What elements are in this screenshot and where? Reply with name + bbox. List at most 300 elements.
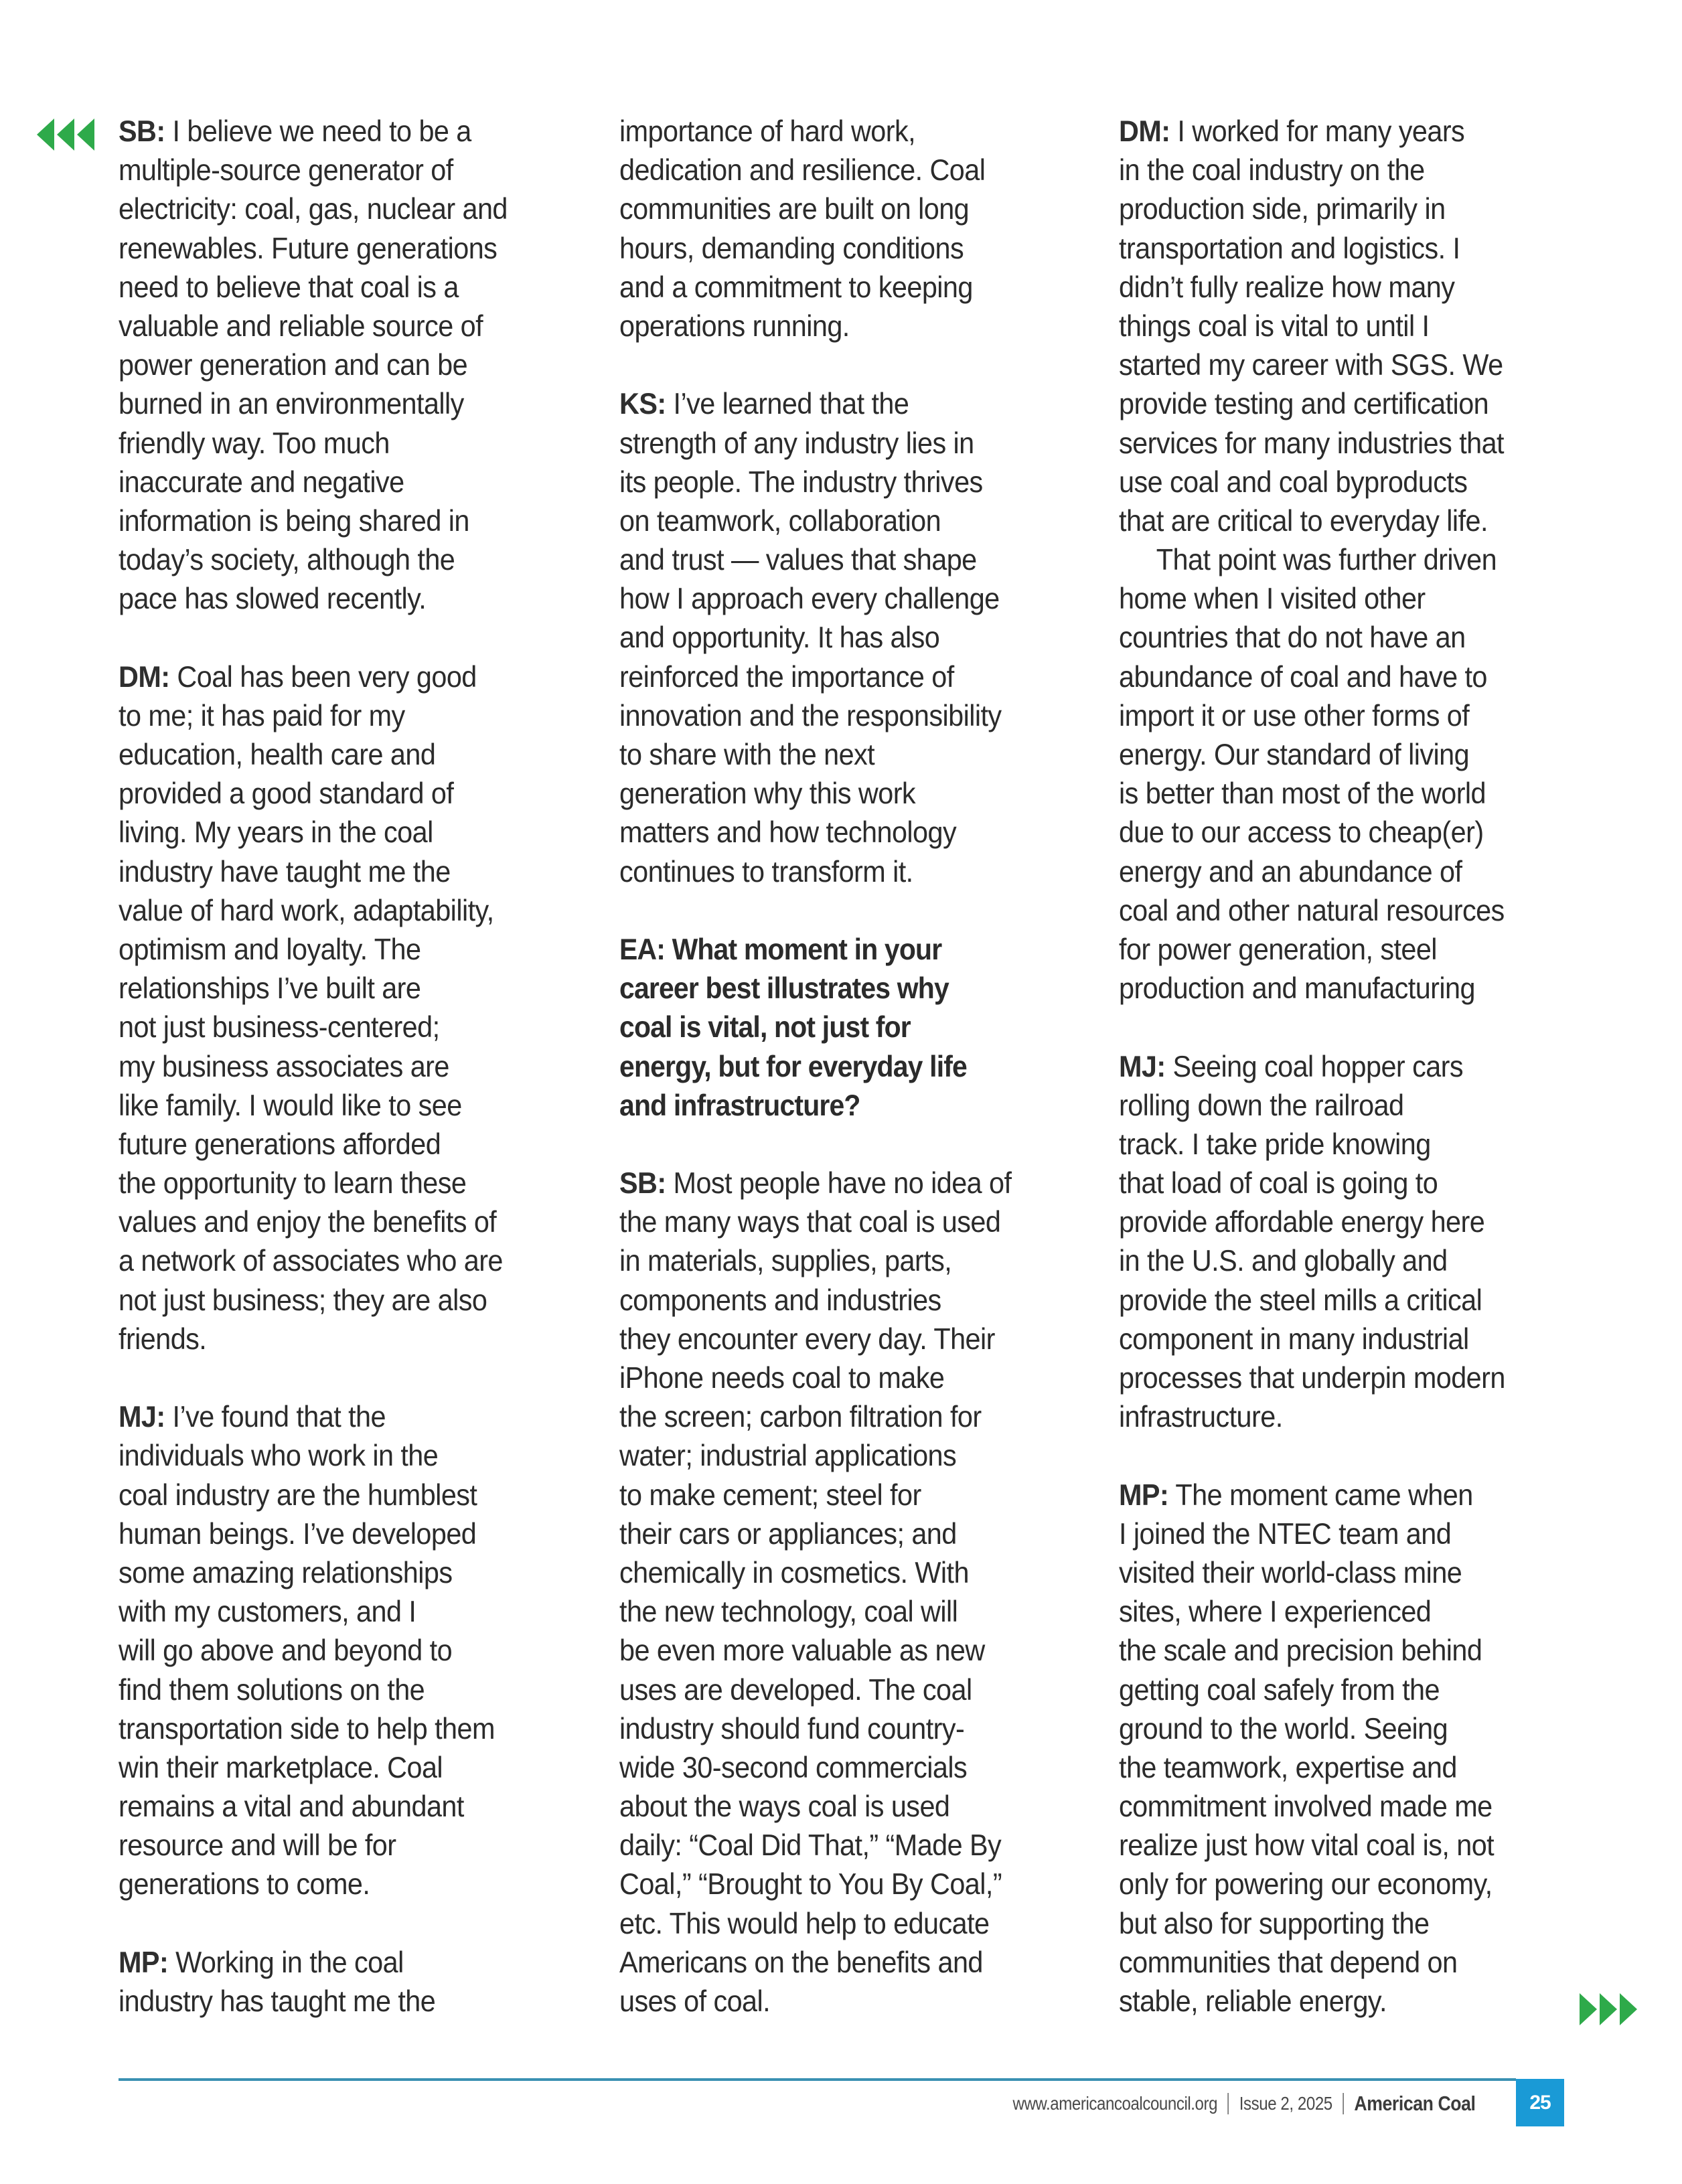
text-line: for power generation, steel xyxy=(1119,933,1437,966)
line-text: win their marketplace. Coal xyxy=(119,1751,443,1784)
text-line xyxy=(619,1788,1055,1826)
text-line xyxy=(1119,502,1555,541)
text-line xyxy=(619,813,1055,852)
speaker-initials: MP: xyxy=(119,1946,169,1979)
line-text: valuable and reliable source of xyxy=(119,309,483,343)
text-line xyxy=(1119,151,1555,190)
line-text: innovation and the responsibility xyxy=(619,699,1002,732)
line-text: that are critical to everyday life. xyxy=(1119,504,1488,538)
line-text: commitment involved made me xyxy=(1119,1790,1493,1824)
interview-answer xyxy=(619,112,1088,346)
text-line: coal and other natural resources xyxy=(1119,894,1505,927)
text-line xyxy=(119,307,554,346)
text-line xyxy=(619,1281,1055,1320)
text-line xyxy=(1119,1944,1555,1982)
line-text: not just business-centered; xyxy=(119,1011,440,1044)
line-text: burned in an environmentally xyxy=(119,388,464,421)
text-line xyxy=(119,1671,554,1710)
text-line xyxy=(119,853,554,892)
line-text: visited their world-class mine xyxy=(1119,1556,1462,1589)
text-line xyxy=(619,1944,1055,1982)
interview-answer xyxy=(1119,1476,1588,2022)
line-text: Working in the coal xyxy=(168,1946,404,1979)
text-line xyxy=(119,1593,554,1632)
text-line xyxy=(119,931,554,969)
text-line xyxy=(1119,1281,1555,1320)
continued-to-arrows-icon xyxy=(1580,1993,1637,2025)
text-line xyxy=(619,1515,1055,1554)
line-text: provide the steel mills a critical xyxy=(1119,1283,1482,1317)
line-text: in materials, supplies, parts, xyxy=(619,1245,952,1278)
line-text: only for powering our economy, xyxy=(1119,1868,1493,1901)
line-text: career best illustrates why xyxy=(619,972,949,1006)
text-line xyxy=(619,307,1055,346)
line-text: continues to transform it. xyxy=(619,855,913,888)
text-line xyxy=(619,1671,1055,1710)
text-line: due to our access to cheap(er) xyxy=(1119,816,1484,850)
text-line xyxy=(1119,1905,1555,1944)
line-text: the screen; carbon filtration for xyxy=(619,1401,982,1434)
line-text: matters and how technology xyxy=(619,816,957,850)
line-text: water; industrial applications xyxy=(619,1439,957,1473)
interview-answer xyxy=(1119,1048,1588,1437)
interview-answer xyxy=(1119,112,1588,1008)
text-line xyxy=(1119,1398,1555,1437)
text-line xyxy=(619,1554,1055,1593)
line-text: services for many industries that xyxy=(1119,426,1505,460)
line-text: I joined the NTEC team and xyxy=(1119,1517,1452,1551)
line-text: realize just how vital coal is, not xyxy=(1119,1829,1495,1863)
text-line xyxy=(619,1242,1055,1281)
text-line xyxy=(119,1476,554,1515)
line-text: coal industry are the humblest xyxy=(119,1478,477,1512)
speaker-initials: KS: xyxy=(619,388,666,421)
line-text: production side, primarily in xyxy=(1119,193,1446,226)
text-line xyxy=(1119,346,1555,385)
line-text: a network of associates who are xyxy=(119,1245,503,1278)
speaker-initials: DM: xyxy=(119,660,170,694)
text-line xyxy=(1119,268,1555,307)
text-line xyxy=(119,1632,554,1670)
line-text: Coal has been very good xyxy=(169,660,477,694)
line-text: to make cement; steel for xyxy=(619,1478,921,1512)
line-text: provided a good standard of xyxy=(119,777,454,811)
text-line xyxy=(619,1593,1055,1632)
line-text: power generation and can be xyxy=(119,349,468,382)
line-text: communities are built on long xyxy=(619,193,970,226)
line-text: the scale and precision behind xyxy=(1119,1634,1482,1668)
text-line xyxy=(619,230,1055,268)
text-line xyxy=(1119,1203,1555,1242)
line-text: relationships I’ve built are xyxy=(119,972,421,1006)
text-line xyxy=(1119,1554,1555,1593)
text-line xyxy=(1119,1982,1555,2021)
text-line xyxy=(1119,230,1555,268)
line-text: energy, but for everyday life xyxy=(619,1050,968,1083)
text-line xyxy=(1119,424,1555,463)
text-line xyxy=(619,1710,1055,1749)
article-column-1 xyxy=(119,112,587,2060)
text-line: production and manufacturing xyxy=(1119,972,1475,1006)
line-text: be even more valuable as new xyxy=(619,1634,985,1668)
line-text: human beings. I’ve developed xyxy=(119,1517,477,1551)
line-text: individuals who work in the xyxy=(119,1439,439,1473)
line-text: ground to the world. Seeing xyxy=(1119,1712,1448,1745)
line-text: find them solutions on the xyxy=(119,1673,425,1707)
text-line xyxy=(619,1320,1055,1359)
text-line xyxy=(619,1164,1055,1203)
text-line xyxy=(1119,1125,1555,1164)
line-text: pace has slowed recently. xyxy=(119,582,427,616)
line-text: provide testing and certification xyxy=(1119,388,1489,421)
text-line xyxy=(1119,1749,1555,1788)
text-line xyxy=(1119,1710,1555,1749)
text-line xyxy=(119,1398,554,1437)
line-text: to share with the next xyxy=(619,738,875,771)
text-line xyxy=(1119,1515,1555,1554)
line-text: EA: What moment in your xyxy=(619,933,942,966)
line-text: provide affordable energy here xyxy=(1119,1206,1485,1239)
text-line xyxy=(119,268,554,307)
line-text: The moment came when xyxy=(1168,1478,1473,1512)
footer-folio xyxy=(1013,2081,1476,2126)
text-line xyxy=(619,775,1055,813)
arrow-right-icon xyxy=(1620,1993,1637,2025)
interview-answer xyxy=(119,1398,587,1904)
text-line xyxy=(619,853,1055,892)
speaker-initials: MJ: xyxy=(1119,1050,1166,1083)
text-line xyxy=(619,931,1051,969)
footer-website-link[interactable]: www.americancoalcouncil.org xyxy=(1012,2093,1218,2114)
line-text: the many ways that coal is used xyxy=(619,1206,1001,1239)
line-text: their cars or appliances; and xyxy=(619,1517,957,1551)
text-line xyxy=(619,463,1055,502)
text-line xyxy=(119,1203,554,1242)
footer-separator xyxy=(1343,2093,1345,2114)
text-line xyxy=(1119,385,1555,424)
line-text: chemically in cosmetics. With xyxy=(619,1556,969,1589)
text-line: energy and an abundance of xyxy=(1119,855,1462,888)
interview-answer xyxy=(119,112,587,619)
text-line xyxy=(119,736,554,775)
line-text: reinforced the importance of xyxy=(619,660,954,694)
text-line xyxy=(619,1826,1055,1865)
line-text: transportation side to help them xyxy=(119,1712,495,1745)
text-line xyxy=(119,1826,554,1865)
line-text: electricity: coal, gas, nuclear and xyxy=(119,193,508,226)
line-text: multiple-source generator of xyxy=(119,154,453,187)
text-line xyxy=(619,502,1055,541)
line-text: things coal is vital to until I xyxy=(1119,309,1430,343)
line-text: component in many industrial xyxy=(1119,1322,1469,1356)
text-line: countries that do not have an xyxy=(1119,621,1466,655)
text-line xyxy=(1119,1320,1555,1359)
line-text: industry should fund country- xyxy=(619,1712,965,1745)
text-line xyxy=(119,697,554,736)
text-line xyxy=(1119,463,1555,502)
line-text: Most people have no idea of xyxy=(666,1167,1012,1200)
line-text: in the U.S. and globally and xyxy=(1119,1245,1448,1278)
text-line xyxy=(619,1008,1051,1047)
line-text: I’ve found that the xyxy=(165,1401,386,1434)
text-line xyxy=(619,658,1055,697)
text-line xyxy=(119,1749,554,1788)
text-line xyxy=(1119,1087,1555,1125)
line-text: information is being shared in xyxy=(119,504,469,538)
line-text: processes that underpin modern xyxy=(1119,1362,1505,1395)
line-text: value of hard work, adaptability, xyxy=(119,894,494,927)
text-line xyxy=(1119,190,1555,229)
line-text: sites, where I experienced xyxy=(1119,1595,1432,1629)
text-line xyxy=(619,1359,1055,1398)
line-text: etc. This would help to educate xyxy=(619,1907,990,1940)
text-line xyxy=(119,230,554,268)
line-text: hours, demanding conditions xyxy=(619,232,964,265)
line-text: infrastructure. xyxy=(1119,1401,1283,1434)
text-line xyxy=(119,502,554,541)
line-text: track. I take pride knowing xyxy=(1119,1127,1431,1161)
line-text: I worked for many years xyxy=(1170,115,1465,148)
text-line xyxy=(119,424,554,463)
text-line xyxy=(119,1008,554,1047)
text-line xyxy=(119,1554,554,1593)
line-text: rolling down the railroad xyxy=(1119,1089,1404,1122)
continued-from-arrows-icon xyxy=(37,119,94,151)
text-line xyxy=(619,1203,1055,1242)
text-line: energy. Our standard of living xyxy=(1119,738,1470,771)
text-line xyxy=(619,1437,1055,1476)
line-text: components and industries xyxy=(619,1283,941,1317)
speaker-initials: DM: xyxy=(1119,115,1170,148)
text-line: home when I visited other xyxy=(1119,582,1426,616)
line-text: how I approach every challenge xyxy=(619,582,1000,616)
text-line xyxy=(619,1398,1055,1437)
footer-issue: Issue 2, 2025 xyxy=(1239,2093,1333,2114)
line-text: that load of coal is going to xyxy=(1119,1167,1438,1200)
line-text: didn’t fully realize how many xyxy=(1119,270,1455,304)
text-line xyxy=(619,1749,1055,1788)
text-line xyxy=(119,1982,554,2021)
text-line xyxy=(619,385,1055,424)
text-line xyxy=(119,658,554,697)
text-line xyxy=(619,1982,1055,2021)
text-line xyxy=(619,424,1055,463)
text-line xyxy=(119,969,554,1008)
text-line xyxy=(119,1242,554,1281)
arrow-left-icon xyxy=(37,119,54,151)
text-line xyxy=(119,1437,554,1476)
line-text: the opportunity to learn these xyxy=(119,1167,467,1200)
text-line xyxy=(1119,1359,1555,1398)
text-line xyxy=(1119,1164,1555,1203)
text-line xyxy=(119,775,554,813)
line-text: values and enjoy the benefits of xyxy=(119,1206,497,1239)
interview-answer xyxy=(119,1944,587,2021)
line-text: strength of any industry lies in xyxy=(619,426,974,460)
line-text: some amazing relationships xyxy=(119,1556,453,1589)
line-text: future generations afforded xyxy=(119,1127,441,1161)
text-line xyxy=(119,190,554,229)
line-text: industry have taught me the xyxy=(119,855,451,888)
text-line xyxy=(619,541,1055,580)
article-column-3 xyxy=(1119,112,1588,2060)
line-text: I believe we need to be a xyxy=(165,115,471,148)
line-text: getting coal safely from the xyxy=(1119,1673,1440,1707)
text-line xyxy=(119,1710,554,1749)
line-text: I’ve learned that the xyxy=(666,388,909,421)
line-text: need to believe that coal is a xyxy=(119,270,459,304)
line-text: in the coal industry on the xyxy=(1119,154,1425,187)
text-line xyxy=(1119,1788,1555,1826)
interview-answer xyxy=(619,385,1088,891)
text-line xyxy=(1119,1476,1555,1515)
arrow-left-icon xyxy=(57,119,74,151)
line-text: use coal and coal byproducts xyxy=(1119,465,1468,499)
text-line: abundance of coal and have to xyxy=(1119,660,1487,694)
line-text: Americans on the benefits and xyxy=(619,1946,983,1979)
text-line xyxy=(1119,1632,1555,1670)
text-line xyxy=(119,1164,554,1203)
line-text: wide 30-second commercials xyxy=(619,1751,968,1784)
text-line xyxy=(1119,112,1555,151)
line-text: and opportunity. It has also xyxy=(619,621,940,655)
text-line xyxy=(619,619,1055,657)
text-line xyxy=(1119,1048,1555,1087)
line-text: operations running. xyxy=(619,309,850,343)
text-line xyxy=(1119,1826,1555,1865)
line-text: they encounter every day. Their xyxy=(619,1322,995,1356)
line-text: transportation and logistics. I xyxy=(1119,232,1460,265)
article-column-2 xyxy=(619,112,1088,2060)
interview-question xyxy=(619,931,1088,1125)
line-text: importance of hard work, xyxy=(619,115,916,148)
text-line xyxy=(619,969,1051,1008)
text-line xyxy=(119,1788,554,1826)
text-line xyxy=(619,736,1055,775)
text-line xyxy=(619,268,1055,307)
line-text: coal is vital, not just for xyxy=(619,1011,911,1044)
text-line xyxy=(619,697,1055,736)
line-text: stable, reliable energy. xyxy=(1119,1985,1387,2018)
line-text: renewables. Future generations xyxy=(119,232,498,265)
text-line xyxy=(119,1125,554,1164)
text-line xyxy=(1119,1671,1555,1710)
text-line xyxy=(619,1476,1055,1515)
text-line xyxy=(619,1905,1055,1944)
interview-answer xyxy=(619,1164,1088,2021)
text-line xyxy=(119,463,554,502)
line-text: living. My years in the coal xyxy=(119,816,433,850)
text-line xyxy=(119,813,554,852)
line-text: generation why this work xyxy=(619,777,916,811)
line-text: industry has taught me the xyxy=(119,1985,436,2018)
line-text: its people. The industry thrives xyxy=(619,465,983,499)
text-line xyxy=(119,346,554,385)
line-text: communities that depend on xyxy=(1119,1946,1458,1979)
line-text: education, health care and xyxy=(119,738,436,771)
line-text: will go above and beyond to xyxy=(119,1634,453,1668)
line-text: today’s society, although the xyxy=(119,544,455,577)
text-line xyxy=(119,151,554,190)
line-text: and a commitment to keeping xyxy=(619,270,973,304)
text-line xyxy=(619,112,1055,151)
text-line xyxy=(619,1087,1051,1125)
text-line xyxy=(619,580,1055,619)
text-line xyxy=(119,892,554,931)
text-line xyxy=(619,190,1055,229)
text-line xyxy=(119,385,554,424)
line-text: inaccurate and negative xyxy=(119,465,404,499)
line-text: my business associates are xyxy=(119,1050,449,1083)
line-text: started my career with SGS. We xyxy=(1119,349,1503,382)
line-text: the new technology, coal will xyxy=(619,1595,958,1629)
line-text: to me; it has paid for my xyxy=(119,699,405,732)
line-text: uses of coal. xyxy=(619,1985,771,2018)
line-text: about the ways coal is used xyxy=(619,1790,950,1824)
line-text: not just business; they are also xyxy=(119,1283,487,1317)
page-number: 25 xyxy=(1516,2079,1564,2126)
text-line xyxy=(1119,1593,1555,1632)
text-line xyxy=(119,580,554,619)
line-text: Coal,” “Brought to You By Coal,” xyxy=(619,1868,1002,1901)
speaker-initials: MJ: xyxy=(119,1401,165,1434)
text-line xyxy=(619,1632,1055,1670)
text-line xyxy=(1119,307,1555,346)
text-line xyxy=(619,1865,1055,1904)
speaker-initials: SB: xyxy=(119,115,165,148)
line-text: resource and will be for xyxy=(119,1829,396,1863)
interview-answer xyxy=(119,658,587,1359)
text-line xyxy=(619,151,1055,190)
speaker-initials: MP: xyxy=(1119,1478,1169,1512)
line-text: like family. I would like to see xyxy=(119,1089,462,1122)
line-text: friendly way. Too much xyxy=(119,426,390,460)
text-line xyxy=(1119,1242,1555,1281)
line-text: generations to come. xyxy=(119,1868,370,1901)
text-line xyxy=(1119,1865,1555,1904)
line-text: and trust — values that shape xyxy=(619,544,977,577)
text-line: import it or use other forms of xyxy=(1119,699,1470,732)
text-line: That point was further driven xyxy=(1156,544,1497,577)
line-text: uses are developed. The coal xyxy=(619,1673,972,1707)
line-text: and infrastructure? xyxy=(619,1089,860,1122)
text-line xyxy=(119,112,554,151)
arrow-left-icon xyxy=(77,119,94,151)
text-line xyxy=(119,1865,554,1904)
footer-separator xyxy=(1228,2093,1229,2114)
line-text: dedication and resilience. Coal xyxy=(619,154,986,187)
text-line xyxy=(119,541,554,580)
line-text: the teamwork, expertise and xyxy=(1119,1751,1457,1784)
line-text: Seeing coal hopper cars xyxy=(1165,1050,1464,1083)
line-text: but also for supporting the xyxy=(1119,1907,1430,1940)
text-line xyxy=(119,1281,554,1320)
speaker-initials: SB: xyxy=(619,1167,666,1200)
arrow-right-icon xyxy=(1600,1993,1617,2025)
text-line xyxy=(119,1087,554,1125)
text-line xyxy=(619,1048,1051,1087)
text-line: is better than most of the world xyxy=(1119,777,1486,811)
text-line xyxy=(119,1320,554,1359)
text-line xyxy=(119,1944,554,1982)
line-text: iPhone needs coal to make xyxy=(619,1362,945,1395)
text-line xyxy=(119,1048,554,1087)
line-text: remains a vital and abundant xyxy=(119,1790,464,1824)
line-text: friends. xyxy=(119,1322,207,1356)
text-line xyxy=(119,1515,554,1554)
line-text: with my customers, and I xyxy=(119,1595,416,1629)
line-text: daily: “Coal Did That,” “Made By xyxy=(619,1829,1002,1863)
